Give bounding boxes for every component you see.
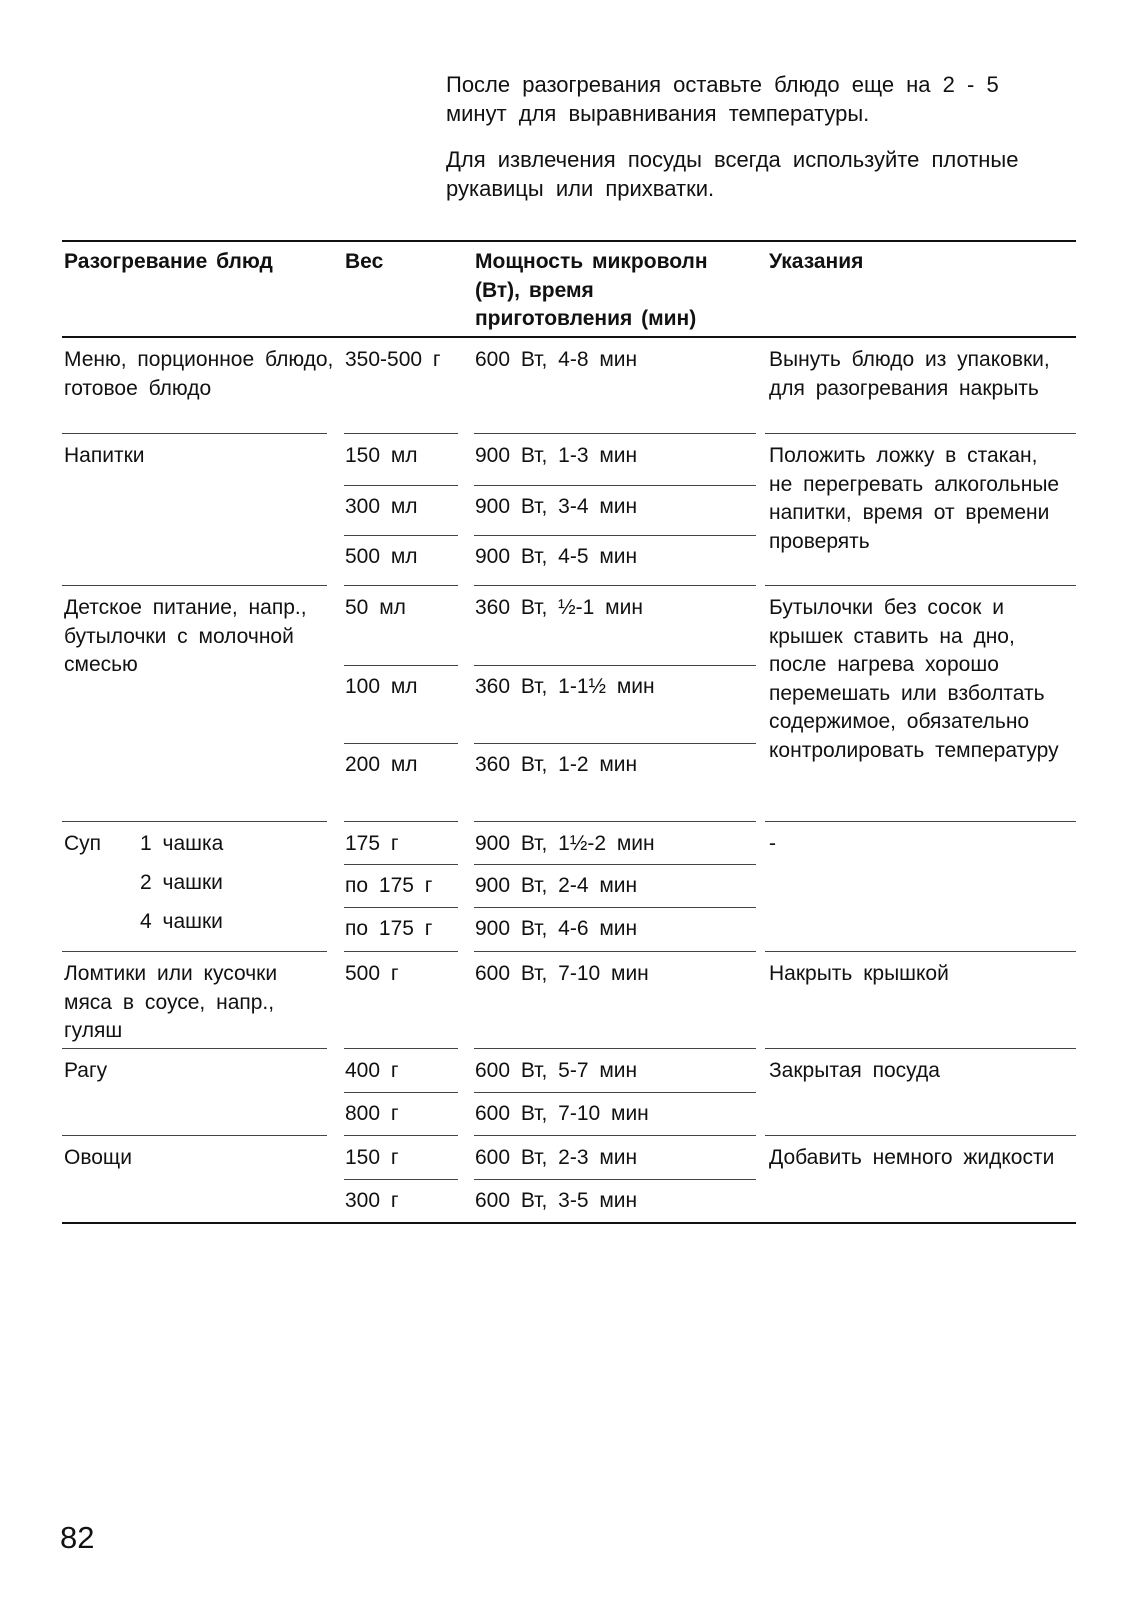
weight-cell: 300 г	[345, 1189, 399, 1212]
header-dish: Разогревание блюд	[64, 250, 273, 273]
intro-paragraph-1: После разогревания оставьте блюдо еще на 2 - 5 минут для выравнивания температуры.	[446, 72, 999, 126]
weight-cell: по 175 г	[345, 874, 433, 897]
note-cell: Закрытая посуда	[769, 1059, 940, 1082]
header-notes: Указания	[769, 250, 864, 273]
table-row	[62, 586, 1076, 822]
power-time-cell: 600 Вт, 7-10 мин	[475, 1102, 649, 1125]
power-time-cell: 900 Вт, 2-4 мин	[475, 874, 638, 897]
note-cell: Бутылочки без сосок и крышек ставить на дно, после нагрева хорошо перемешать или взболтать содержимое, обязательно контролировать температуру	[769, 596, 1059, 762]
header-weight: Вес	[345, 250, 384, 273]
dish-cell: Напитки	[64, 444, 145, 467]
weight-cell: 300 мл	[345, 495, 418, 518]
dish-cell: Детское питание, напр., бутылочки с молочной смесью	[64, 596, 307, 676]
soup-portion-cell: 2 чашки	[140, 871, 223, 894]
weight-cell: 800 г	[345, 1102, 399, 1125]
table-row	[62, 952, 1076, 1049]
power-time-cell: 360 Вт, 1-2 мин	[475, 753, 638, 776]
weight-cell: 175 г	[345, 832, 399, 855]
table-row	[62, 434, 1076, 586]
power-time-cell: 600 Вт, 5-7 мин	[475, 1059, 638, 1082]
weight-cell: 400 г	[345, 1059, 399, 1082]
dish-cell: Суп	[64, 832, 102, 855]
soup-portion-cell: 1 чашка	[140, 832, 224, 855]
power-time-cell: 600 Вт, 7-10 мин	[475, 962, 649, 985]
note-cell: Вынуть блюдо из упаковки, для разогревания накрыть	[769, 348, 1050, 400]
note-cell: -	[769, 832, 776, 855]
power-time-cell: 600 Вт, 2-3 мин	[475, 1146, 638, 1169]
intro-text	[446, 70, 1066, 203]
intro-paragraph-2: Для извлечения посуды всегда используйте плотные рукавицы или прихватки.	[446, 147, 1019, 201]
power-time-cell: 600 Вт, 4-8 мин	[475, 348, 638, 371]
weight-cell: 500 г	[345, 962, 399, 985]
weight-cell: 500 мл	[345, 545, 418, 568]
power-time-cell: 900 Вт, 1-3 мин	[475, 444, 638, 467]
weight-cell: по 175 г	[345, 917, 433, 940]
header-power-time: Мощность микроволн (Вт), время приготовления (мин)	[475, 250, 708, 330]
weight-cell: 50 мл	[345, 596, 406, 619]
note-cell: Накрыть крышкой	[769, 962, 949, 985]
table-row	[62, 338, 1076, 434]
table-header	[62, 240, 1076, 338]
power-time-cell: 900 Вт, 4-5 мин	[475, 545, 638, 568]
power-time-cell: 900 Вт, 4-6 мин	[475, 917, 638, 940]
power-time-cell: 360 Вт, ½-1 мин	[475, 596, 643, 619]
dish-cell: Рагу	[64, 1059, 108, 1082]
table-row	[62, 1049, 1076, 1136]
power-time-cell: 360 Вт, 1-1½ мин	[475, 675, 655, 698]
note-cell: Положить ложку в стакан, не перегревать алкогольные напитки, время от времени проверять	[769, 444, 1060, 553]
dish-cell: Овощи	[64, 1146, 132, 1169]
page-number: 82	[60, 1520, 95, 1555]
weight-cell: 150 г	[345, 1146, 399, 1169]
table-row	[62, 1136, 1076, 1222]
soup-portion-cell: 4 чашки	[140, 910, 223, 933]
weight-cell: 350-500 г	[345, 348, 441, 371]
weight-cell: 150 мл	[345, 444, 418, 467]
power-time-cell: 900 Вт, 3-4 мин	[475, 495, 638, 518]
table-row	[62, 822, 1076, 952]
note-cell: Добавить немного жидкости	[769, 1146, 1055, 1169]
weight-cell: 200 мл	[345, 753, 418, 776]
power-time-cell: 600 Вт, 3-5 мин	[475, 1189, 638, 1212]
weight-cell: 100 мл	[345, 675, 418, 698]
dish-cell: Меню, порционное блюдо, готовое блюдо	[64, 348, 334, 400]
power-time-cell: 900 Вт, 1½-2 мин	[475, 832, 655, 855]
table-bottom-rule	[62, 1222, 1076, 1224]
dish-cell: Ломтики или кусочки мяса в соусе, напр., гуляш	[64, 962, 278, 1042]
